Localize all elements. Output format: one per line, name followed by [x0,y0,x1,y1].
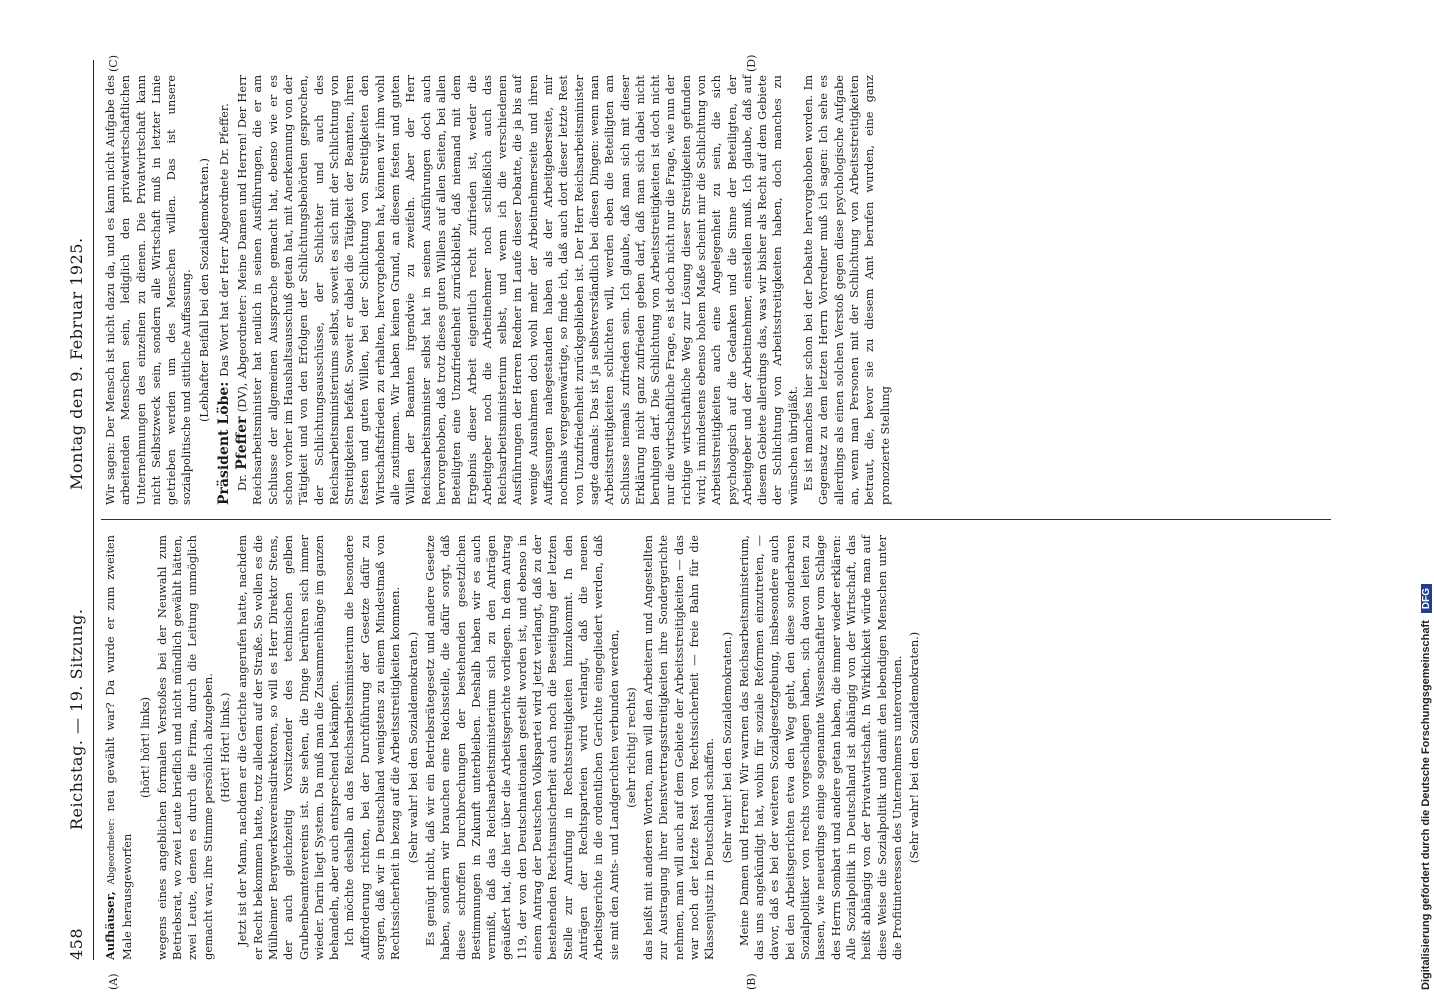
interjection: (Sehr wahr! bei den Sozialdemokraten.) [907,631,922,864]
paragraph: Es ist manches hier schon bei der Debatte hervorgehoben worden. Im Gegensatz zu dem letzten Herrn Vorredner muß ich sagen: Ich sehe es allerdings als einen solchen Verstoß gegen diese psychologische Aufgabe an, wenn man Personen mit der Schlichtung von Arbeitsstreitigkeiten betraut, die, bevor sie zu diesem Amt berufen wurden, eine ganz pronozierte Stellung [801,75,892,505]
running-head: Reichstag. — 19. Sitzung. [67,608,86,830]
paragraph: Meine Damen und Herren! Wir warnen das Reichsarbeitsministerium, das uns angekündigt hat, wohin für soziale Reformen einzutreten, — davor, daß es bei der weiteren Sozialgesetzgebung, insbesondere auch bei den Arbeitsgerichten etwa den Weg geht, den diese sonderbaren Sozialpolitiker von rechts vorgeschlagen haben, sich davon leiten zu lassen, wie neuerdings einige sogenannte Wissenschaftler vom Schlage des Herrn Sombart und andere getan haben, die immer wieder erklären: Alle Sozialpolitik in Deutschland ist abhängig von der Wirtschaft, das heißt abhängig von der Privatwirtschaft. In Wirklichkeit würde man auf diese Weise die Sozialpolitik und damit den lebendigen Menschen unter die Profitinteressen des Unternehmers unterordnen. [736,535,904,960]
paragraph-text: Meine Damen und Herren! Der Herr Reichsarbeitsminister hat neulich in seinen Ausführungen, die er am Schlusse der allgemeinen Aussprache gemacht hat, ebenso wie er es schon vorher im Haushaltsausschuß getan hat, mit Anerkennung von der Tätigkeit und von den Erfolgen der Schlichtungsbehörden gesprochen, der Schlichtungsausschüsse, der Schlichter und auch des Reichsarbeitsministeriums selbst, soweit es sich mit der Schlichtung von Streitigkeiten befaßt. Soweit er dabei die Tätigkeit der Beamten, ihren festen und guten Willen, bei der Schlichtung von Streitigkeiten den Wirtschaftsfrieden zu erhalten, hervorgehoben hat, können wir ihm wohl alle zustimmen. Wir haben keinen Grund, an diesem festen und guten Willen der Beamten irgendwie zu zweifeln. Aber der Herr Reichsarbeitsminister selbst hat in seinen Ausführungen doch auch hervorgehoben, daß trotz dieses guten Willens auf allen Seiten, bei allen Beteiligten eine Unzufriedenheit zurückbleibt, daß niemand mit dem Ergebnis dieser Arbeit eigentlich recht zufrieden ist, weder die Arbeitgeber noch die Arbeitnehmer noch schließlich auch das Reichsarbeitsministerium selbst, und wenn ich die verschiedenen Ausführungen der Herren Redner im Laufe dieser Debatte, die ja bis auf wenige Ausnahmen doch wohl mehr der Arbeitnehmerseite und ihren Auffassungen nahegestanden haben als der Arbeitgeberseite, mir nochmals vergegenwärtige, so finde ich, daß auch dort dieser letzte Rest von Unzufriedenheit zurückgeblieben ist. Der Herr Reichsarbeitsminister sagte damals: Das ist ja selbstverständlich bei diesen Dingen: wenn man Arbeitsstreitigkeiten schlichten will, werden eben die Beteiligten am Schlusse niemals zufrieden sein. Ich glaube, daß man sich mit dieser Erklärung nicht ganz zufrieden geben darf, daß man sich dabei nicht beruhigen darf. Die Schlichtung von Arbeitsstreitigkeiten ist doch nicht nur die wirtschaftliche Frage, es ist doch nicht nur die Frage, wie nun der richtige wirtschaftliche Weg zur Lösung dieser Streitigkeiten gefunden wird; in mindestens ebenso hohem Maße scheint mir die Schlichtung von Arbeitsstreitigkeiten auch eine Angelegenheit zu sein, die sich psychologisch auf die Gedanken und die Sinne der Beteiligten, der Arbeitgeber und der Arbeitnehmer, einstellen muß. Ich glaube, daß auf diesem Gebiete allerdings das, was wir bisher als Recht auf dem Gebiete der Schlichtung von Arbeitsstreitigkeiten haben, doch manches zu wünschen übrigläßt. [235,75,800,505]
interjection: (hört! hört! links) [137,696,152,799]
speaker-name: Aufhäuser, [103,891,117,960]
margin-marker-d: (D) [745,54,758,72]
session-date: Montag den 9. Februar 1925. [67,237,86,490]
speaker-role: (DV), Abgeordneter: [235,294,250,413]
margin-marker-c: (C) [107,55,120,72]
page-number: 458 [67,927,86,960]
digitization-footer [1420,10,1434,990]
paragraph: wegens eines angeblichen formalen Verstoßes bei der Neuwahl zum Betriebsrat, wo zwei Leute brieflich und nicht mündlich gewählt hätten, zwei Leute, denen es durch die Firma, durch die Leitung unmöglich gemacht war, ihre Stimme persönlich abzugeben. [154,535,215,960]
document-page [55,54,1385,990]
president-text: Das Wort hat der Herr Abgeordnete Dr. Pfeffer. [217,103,232,377]
margin-marker-a: (A) [107,973,120,990]
page-header [65,60,94,960]
paragraph [235,75,801,505]
interjection: (Lebhafter Beifall bei den Sozialdemokraten.) [196,158,211,423]
president-statement [216,75,233,505]
paragraph: Jetzt ist der Mann, nachdem er die Gerichte angerufen hatte, nachdem er Recht bekommen hatte, trotz alledem auf der Straße. So wollen es die Mülheimer Bergwerksvereinsdirektoren, so will es Herr Direktor Stens, der auch gleichzeitig Vorsitzender des technischen gelben Grubenbeamtenvereins ist. Sie sehen, die Dinge berühren sich immer wieder. Darin liegt System. Da muß man die Zusammenhänge im ganzen behandeln, aber auch entsprechend bekämpfen. [235,534,342,960]
interjection: (sehr richtig! rechts) [623,687,638,808]
paragraph-text: neu gewählt war? Da wurde er zum zweiten Male herausgeworfen [103,535,135,960]
speaker-role: Abgeordneter: [107,818,117,885]
margin-marker-b: (B) [745,973,758,990]
interjection: (Hört! Hört! links.) [218,692,233,803]
interjection: (Sehr wahr! bei den Sozialdemokraten.) [719,631,734,864]
interjection: (Sehr wahr! bei den Sozialdemokraten.) [405,631,420,864]
paragraph: das heißt mit anderen Worten, man will den Arbeitern und Angestellten zur Austragung ihrer Dienstvertragsstreitigkeiten ihre Sondergerichte nehmen, man will auch auf dem Gebiete der Arbeitsstreitigkeiten — das war noch der letzte Rest von Rechtssicherheit — freie Bahn für die Klassenjustiz in Deutschland schaffen. [641,535,717,960]
speaker-name: Pfeffer [234,416,251,470]
president-name: Präsident Löbe: [216,381,233,505]
column-divider [101,519,1331,520]
speaker-prefix: Dr. [235,474,250,491]
digitization-note: Digitalisierung gefördert durch die Deutsche Forschungsgemeinschaft [1420,620,1432,990]
paragraph: Ich möchte deshalb an das Reichsarbeitsministerium die besondere Aufforderung richten, bei der Durchführung der Gesetze dafür zu sorgen, daß wir in Deutschland wenigstens zu einem Mindestmaß von Rechtssicherheit in bezug auf die Arbeitsstreitigkeiten kommen. [342,535,403,960]
paragraph [103,535,136,960]
paragraph: Wir sagen: Der Mensch ist nicht dazu da, und es kann nicht Aufgabe des arbeitenden Menschen sein, lediglich den privatwirtschaftlichen Unternehmungen des einzelnen zu dienen. Die Privatwirtschaft kann nicht Selbstzweck sein, sondern alle Wirtschaft muß in letzter Linie getrieben werden um des Menschen willen. Das ist unsere sozialpolitische und sittliche Auffassung. [103,75,194,505]
column-right [103,75,893,505]
paragraph: Es genügt nicht, daß wir ein Betriebsrätegesetz und andere Gesetze haben, sondern wir brauchen eine Reichsstelle, die dafür sorgt, daß diese schroffen Durchbrechungen der bestehenden gesetzlichen Bestimmungen in Zukunft unterbleiben. Deshalb haben wir es auch vermißt, daß das Reichsarbeitsministerium sich zu den Anträgen geäußert hat, die hier über die Arbeitsgerichte vorliegen. In dem Antrag 119, der von den Deutschnationalen gestellt worden ist, und ebenso in einem Antrag der Deutschen Volkspartei wird jetzt verlangt, daß zu der bestehenden Rechtsunsicherheit auch noch die Beseitigung der letzten Stelle zur Anrufung in Rechtsstreitigkeiten hinzukommt. In den Anträgen der Rechtsparteien wird verlangt, daß die neuen Arbeitsgerichte in die ordentlichen Gerichte eingegliedert werden, daß sie mit den Amts- und Landgerichten verbunden werden, [422,535,621,960]
column-left [103,535,924,960]
dfg-logo: DFG [1421,584,1432,613]
